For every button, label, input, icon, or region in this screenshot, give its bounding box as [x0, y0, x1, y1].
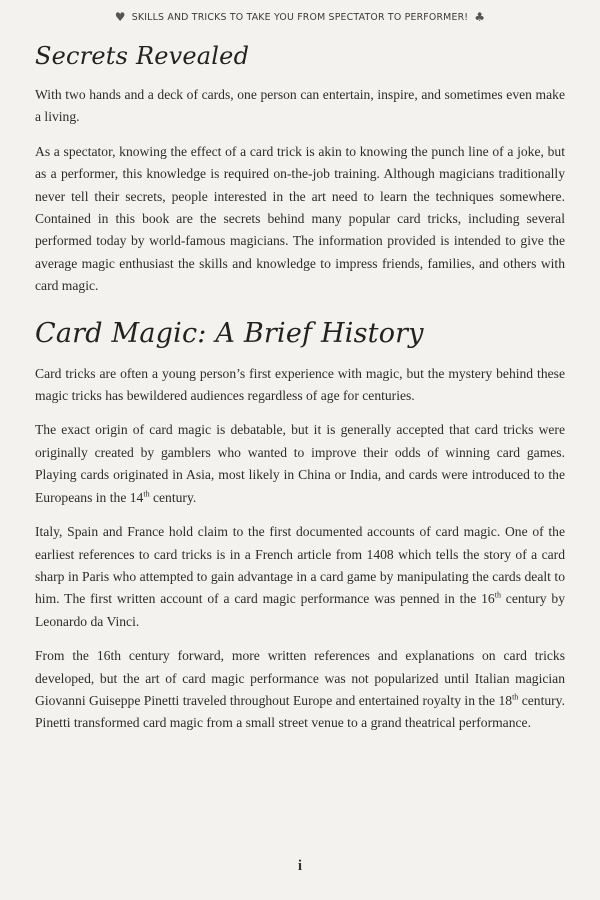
paragraph-history-3 — [35, 521, 565, 633]
paragraph-history-4 — [35, 645, 565, 735]
text-segment: From the 16th century forward, more written references and explanations on card tricks developed, but the art of card magic performance was not popularized until Italian magician Giovanni Guiseppe Pinetti traveled throughout Europe and entertained royalty in the 18 — [35, 648, 565, 708]
superscript: th — [143, 489, 150, 499]
text-segment: century by Leonardo da Vinci. — [35, 591, 565, 629]
text-segment: century. Pinetti transformed card magic from a small street venue to a grand theatrical performance. — [35, 692, 565, 731]
paragraph-history-1: Card tricks are often a young person’s first experience with magic, but the mystery behind these magic tricks has bewildered audiences regardless of age for centuries. — [35, 365, 565, 404]
paragraph-spectator: As a spectator, knowing the effect of a card trick is akin to knowing the punch line of a joke, but as a performer, this knowledge is required on-the-job training. Although magicians traditionally never tell their secrets, people interested in the art need to learn the techniques somewhere. Contained in this book are the secrets behind many popular card tricks, including several performed today by world-famous magicians. The information provided is intended to give the average magic enthusiast the skills and knowledge to impress friends, families, and others with card magic. — [35, 143, 565, 294]
paragraph-history-2 — [35, 419, 565, 509]
heart-icon: ♥ — [114, 10, 126, 24]
paragraph-intro: With two hands and a deck of cards, one person can entertain, inspire, and sometimes even make a living. — [35, 87, 565, 125]
running-header-text: SKILLS AND TRICKS TO TAKE YOU FROM SPECTATOR TO PERFORMER! — [131, 11, 469, 23]
section-title-card-magic-history: Card Magic: A Brief History — [35, 317, 424, 349]
superscript: th — [494, 590, 501, 600]
superscript: th — [512, 692, 519, 702]
club-icon: ♣ — [474, 10, 486, 24]
page-content — [35, 42, 565, 747]
text-segment: Italy, Spain and France hold claim to the first documented accounts of card magic. One of the earliest references to card tricks is in a French article from 1408 which tells the story of a card sharp in Paris who attempted to gain advantage in a card game by manipulating the cards dealt to him. The first written account of a card magic performance was penned in the 16 — [35, 524, 565, 607]
text-segment: The exact origin of card magic is debatable, but it is generally accepted that card tricks were originally created by gamblers who wanted to improve their odds of winning card games. Playing cards originated in Asia, most likely in China or India, and cards were introduced to the Europeans in the 14 — [35, 422, 565, 505]
page-number: i — [297, 858, 303, 874]
section-title-secrets-revealed: Secrets Revealed — [35, 42, 250, 70]
running-header — [50, 10, 550, 24]
text-segment: century. — [149, 489, 197, 505]
